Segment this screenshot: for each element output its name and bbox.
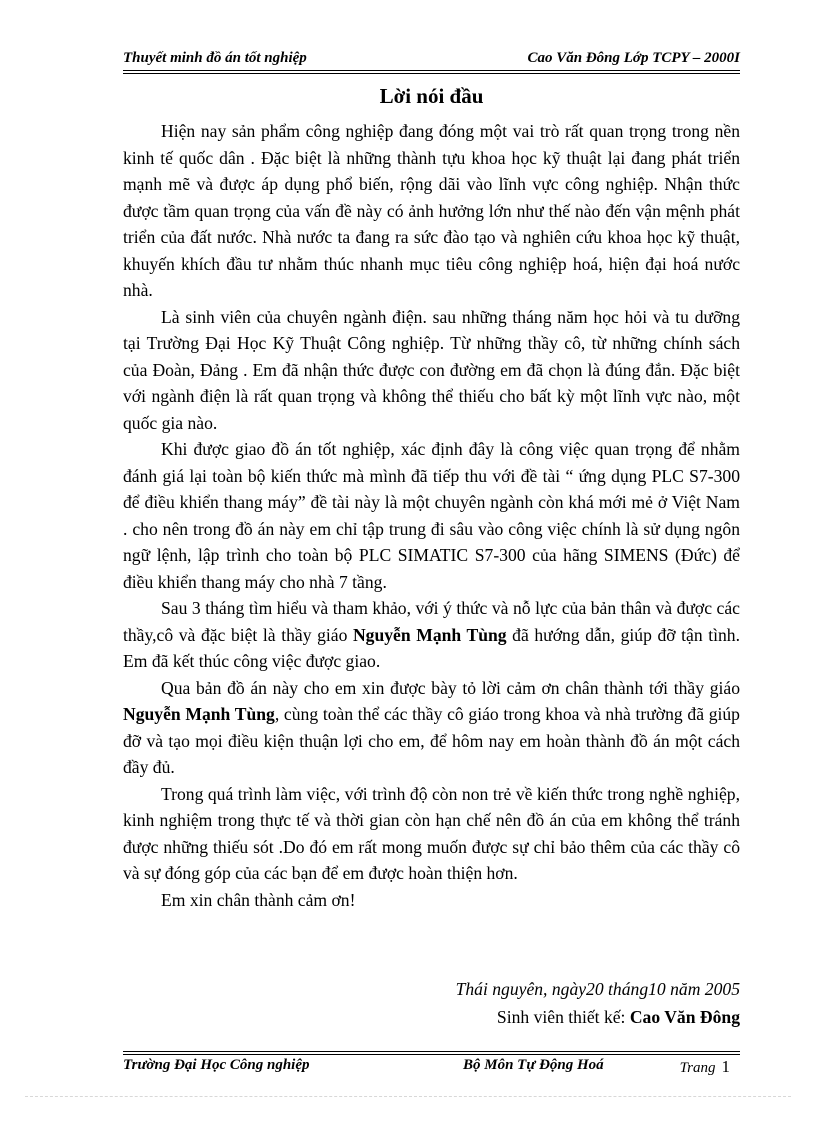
signature-date: Thái nguyên, ngày20 tháng10 năm 2005 [455, 979, 740, 999]
paragraph-1: Hiện nay sản phẩm công nghiệp đang đóng một vai trò rất quan trọng trong nền kinh tế quốc dân . Đặc biệt là những thành tựu khoa học kỹ thuật lại đang phát triển mạnh mẽ và được áp dụng phổ biến, rộng dãi vào lĩnh vực công nghiệp. Nhận thức được tầm quan trọng của vấn đề này có ảnh hưởng lớn như thế nào đến vận mệnh phát triển của đất nước. Nhà nước ta đang ra sức đào tạo và nghiên cứu khoa học kỹ thuật, khuyến khích đầu tư nhằm thúc nhanh mục tiêu công nghiệp hoá, hiện đại hoá nước nhà. [123, 121, 740, 300]
advisor-name-2: Nguyễn Mạnh Tùng [123, 704, 275, 724]
advisor-name: Nguyễn Mạnh Tùng [352, 624, 507, 645]
footer-page-label: Trang [679, 1060, 716, 1076]
signature-block [123, 975, 740, 1031]
paragraph-2: Là sinh viên của chuyên ngành điện. sau những tháng năm học hỏi và tu dưỡng tại Trường Đại Học Kỹ Thuật Công nghiệp. Từ những thầy cô, từ những chính sách của Đoàn, Đảng . Em đã nhận thức được con đường em đã chọn là đúng đắn. Đặc biệt với ngành điện là rất quan trọng và không thể thiếu cho bất kỳ một lĩnh vực nào, một quốc gia nào. [123, 306, 740, 433]
signature-name: Cao Văn Đông [629, 1007, 740, 1027]
paragraph-6: Trong quá trình làm việc, với trình độ còn non trẻ về kiến thức trong nghề nghiệp, kinh nghiệm trong thực tế và thời gian còn hạn chế nên đồ án của em không thể tránh được những thiếu sót .Do đó em rất mong muốn được sự chỉ bảo thêm của các thầy cô và sự đóng góp của các bạn để em được hoàn thiện hơn. [123, 783, 740, 883]
paragraph-7: Em xin chân thành cảm ơn! [161, 889, 356, 910]
page-title: Lời nói đầu [379, 84, 484, 108]
paragraph-4 [123, 595, 740, 675]
page-footer [123, 1057, 740, 1079]
paragraph-4-text-b: đã hướng dẫn, giúp đỡ tận tình. Em đã kết thúc công việc được giao. [123, 624, 741, 671]
header-author-class: Cao Văn Đông Lớp TCPY – 2000I [527, 50, 740, 66]
paragraph-3: Khi được giao đồ án tốt nghiệp, xác định đây là công việc quan trọng để nhằm đánh giá lại toàn bộ kiến thức mà mình đã tiếp thu với đề tài “ ứng dụng PLC S7-300 để điều khiển thang máy” đề tài này là một chuyên ngành còn khá mới mẻ ở Việt Nam . cho nên trong đồ án này em chỉ tập trung đi sâu vào công việc chính là sử dụng ngôn ngữ lệnh, lập trình cho toàn bộ PLC SIMATIC S7-300 của hãng SIMENS (Đức) để điều khiển thang máy cho nhà 7 tầng. [123, 439, 740, 592]
footer-page [680, 1057, 730, 1077]
paragraph-5-text-b: , cùng toàn thể các thầy cô giáo trong khoa và nhà trường đã giúp đỡ và tạo mọi điều kiện thuận lợi cho em, để hôm nay em hoàn thành đồ án một cách đầy đủ. [123, 704, 740, 777]
footer-page-number: 1 [721, 1057, 730, 1076]
signature-label: Sinh viên thiết kế: [496, 1007, 630, 1027]
footer-double-rule [123, 1051, 740, 1055]
header-double-rule [123, 70, 740, 74]
paragraph-5 [123, 675, 740, 781]
header-document-title: Thuyết minh đồ án tốt nghiệp [123, 50, 307, 66]
footer-department: Bộ Môn Tự Động Hoá [463, 1057, 604, 1073]
paragraph-5-text-a: Qua bản đồ án này cho em xin được bày tỏ lời cảm ơn chân thành tới thầy giáo [161, 677, 740, 698]
document-body [123, 118, 740, 913]
page-header [123, 48, 740, 70]
page-bottom-edge [25, 1096, 791, 1097]
footer-university: Trường Đại Học Công nghiệp [123, 1057, 310, 1073]
paragraph-4-text-a: Sau 3 tháng tìm hiểu và tham khảo, với ý thức và nỗ lực của bản thân và được các thầy,cô và đặc biệt là thầy giáo [123, 598, 740, 645]
signature-line [123, 1003, 740, 1031]
